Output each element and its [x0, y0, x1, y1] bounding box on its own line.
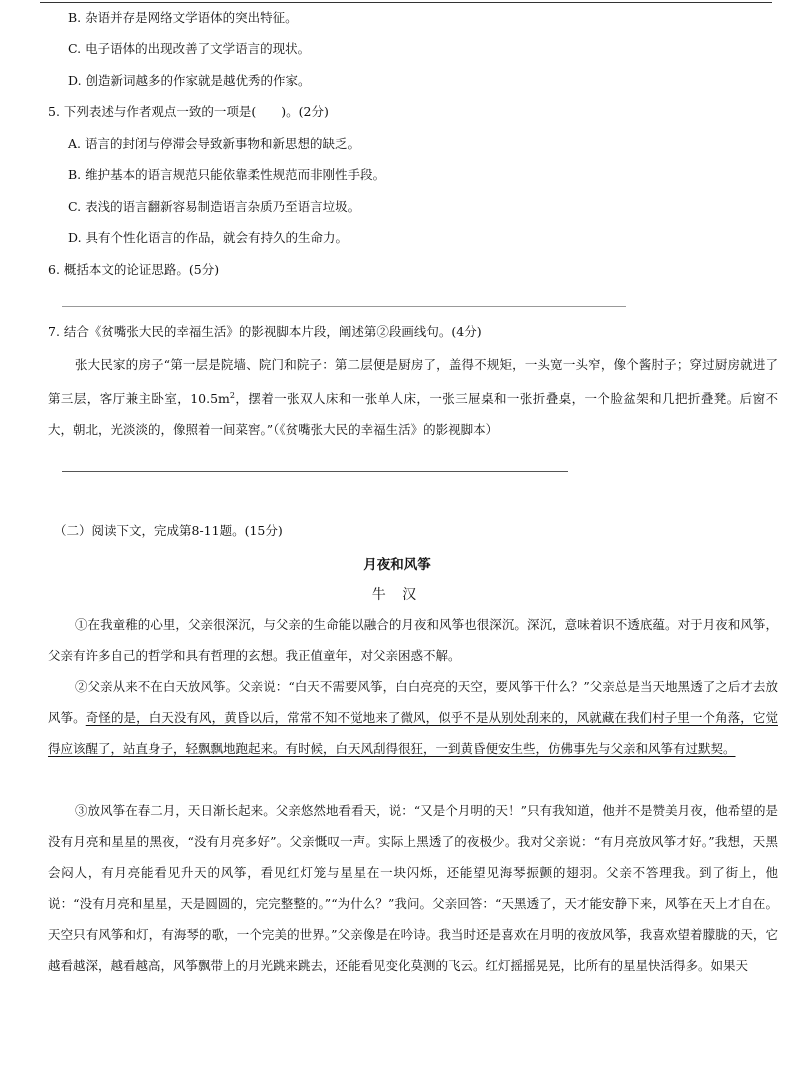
q5-option-d: D. 具有个性化语言的作品，就会有持久的生命力。: [68, 230, 349, 245]
top-rule: [40, 2, 772, 3]
section-heading: （二）阅读下文，完成第8-11题。(15分): [54, 523, 283, 538]
paragraph-2: [48, 671, 778, 764]
q6-stem: 6. 概括本文的论证思路。(5分): [48, 262, 220, 277]
q7-answer-line[interactable]: [62, 471, 568, 472]
underlined-sentence: 奇怪的是，白天没有风，黄昏以后，常常不知不觉地来了微风，似乎不是从别处刮来的，风就藏在我们村子里一个角落，它觉得应该醒了，站直身子，轻飘飘地跑起来。有时候，白天风刮得很狂，一到黄昏便安生些，仿佛事先与父亲和风筝有过默契。: [48, 710, 778, 756]
q5-option-b: B. 维护基本的语言规范只能依靠柔性规范而非刚性手段。: [68, 167, 386, 182]
q4-option-b: B. 杂语并存是网络文学语体的突出特征。: [68, 10, 298, 25]
q5-option-a: A. 语言的封闭与停滞会导致新事物和新思想的缺乏。: [68, 136, 360, 151]
q7-stem: 7. 结合《贫嘴张大民的幸福生活》的影视脚本片段，阐述第②段画线句。(4分): [48, 324, 482, 339]
paragraph-3: ③放风筝在春二月，天日渐长起来。父亲悠然地看看天，说：“又是个月明的天！”只有我知道，他并不是赞美月夜，他希望的是没有月亮和星星的黑夜，“没有月亮多好”。父亲慨叹一声。实际上黑透了的夜极少。我对父亲说：“有月亮放风筝才好。”我想，天黑会闷人，有月亮能看见升天的风筝，看见红灯笼与星星在一块闪烁，还能望见海琴振颤的翅羽。父亲不答理我。到了街上，他说：“没有月亮和星星，天是圆圆的，完完整整的。”“为什么？”我问。父亲回答：“天黑透了，天才能安静下来，风筝在天上才自在。天空只有风筝和灯，有海琴的歌，一个完美的世界。”父亲像是在吟诗。我当时还是喜欢在月明的夜放风筝，我喜欢望着朦胧的天，它越看越深，越看越高，风筝飘带上的月光跳来跳去，还能看见变化莫测的飞云。红灯摇摇晃晃，比所有的星星快活得多。如果天: [48, 803, 778, 973]
q7-script-excerpt: 张大民家的房子“第一层是院墙、院门和院子：第二层便是厨房了，盖得不规矩，一头宽一头窄，像个酱肘子；穿过厨房就进了第三层，客厅兼主卧室，$10.5m^2$，摆着一张双人床和一张单人床，一张三屉桌和一张折叠桌，一个脸盆架和几把折叠凳。后窗不大，朝北，光淡淡的，像照着一间菜窖。”（《贫嘴张大民的幸福生活》的影视脚本）: [48, 357, 778, 438]
article-title: 月夜和风筝: [363, 557, 431, 573]
paragraph-2-text: ②父亲从来不在白天放风筝。父亲说：“白天不需要风筝，白白亮亮的天空，要风筝干什么？”父亲总是当天地黑透了之后才去放风筝。: [48, 679, 778, 725]
article-author: 牛 汉: [371, 587, 423, 603]
q4-option-c: C. 电子语体的出现改善了文学语言的现状。: [68, 41, 311, 56]
q5-option-c: C. 表浅的语言翻新容易制造语言杂质乃至语言垃圾。: [68, 199, 361, 214]
q6-answer-line[interactable]: [62, 306, 626, 307]
q5-stem: 5. 下列表述与作者观点一致的一项是( )。(2分): [48, 104, 329, 119]
paragraph-1: ①在我童稚的心里，父亲很深沉，与父亲的生命能以融合的月夜和风筝也很深沉。深沉，意味着识不透底蕴。对于月夜和风筝，父亲有许多自己的哲学和具有哲理的玄想。我正值童年，对父亲困惑不解。: [48, 617, 778, 663]
q4-option-d: D. 创造新词越多的作家就是越优秀的作家。: [68, 73, 311, 88]
